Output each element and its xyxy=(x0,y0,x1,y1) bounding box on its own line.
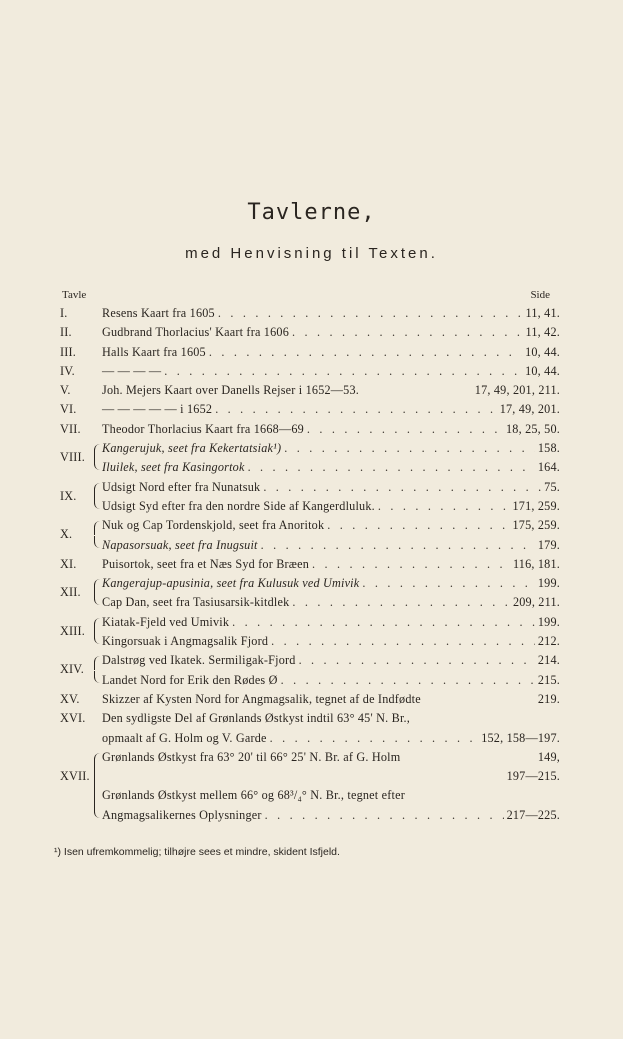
page-reference: 219. xyxy=(537,691,560,706)
plate-title: Cap Dan, seet fra Tasiusarsik-kitdlek xyxy=(102,595,290,610)
plate-title: Resens Kaart fra 1605 xyxy=(102,306,215,320)
plate-title: Joh. Mejers Kaart over Danells Rejser i 1652—53. xyxy=(102,383,360,398)
plate-number: XIV. xyxy=(60,662,84,677)
list-item xyxy=(60,497,560,516)
brace xyxy=(94,753,101,767)
brace xyxy=(94,536,101,548)
page-title: Tavlerne, xyxy=(247,200,376,225)
plate-number: III. xyxy=(60,344,77,359)
plate-title: Iluilek, seet fra Kasingortok xyxy=(102,460,245,475)
plate-number: VIII. xyxy=(60,450,86,465)
plate-title: Gudbrand Thorlacius' Kaart fra 1606 xyxy=(102,325,289,340)
column-header-tavle: Tavle xyxy=(62,289,87,301)
plate-number: I. xyxy=(60,306,68,320)
list-item xyxy=(60,536,560,555)
plate-title: — — — — — i 1652 xyxy=(102,402,213,417)
plate-title: Den sydligste Del af Grønlands Østkyst indtil 63° 45' N. Br., xyxy=(102,711,411,726)
plate-title: Theodor Thorlacius Kaart fra 1668—69 xyxy=(102,421,304,436)
plate-number: XIII. xyxy=(60,623,86,638)
plate-title: Nuk og Cap Tordenskjold, seet fra Anoritok xyxy=(102,518,325,533)
plate-number: X. xyxy=(60,527,73,542)
page-reference: 116, 181. xyxy=(512,556,560,571)
list-item xyxy=(60,478,560,503)
list-item xyxy=(60,593,560,612)
plate-title: Dalstrøg ved Ikatek. Sermiligak-Fjord xyxy=(102,653,296,668)
plate-title: Landet Nord for Erik den Rødes Ø xyxy=(102,672,278,687)
plate-title: Puisortok, seet fra et Næs Syd for Bræen xyxy=(102,556,310,571)
brace xyxy=(94,618,101,632)
page-reference: 10, 44. xyxy=(525,344,560,359)
page-reference: 10, 44. xyxy=(525,363,560,378)
footnote: ¹) Isen ufremkommelig; tilhøjre sees et mindre, skident Isfjeld. xyxy=(54,846,340,858)
brace xyxy=(94,786,101,805)
page-reference: 158. xyxy=(537,441,560,456)
brace xyxy=(94,458,101,470)
brace xyxy=(94,767,101,786)
plate-title: Grønlands Østkyst fra 63° 20' til 66° 25' N. Br. af G. Holm xyxy=(102,749,401,764)
plate-title: Skizzer af Kysten Nord for Angmagsalik, tegnet af de Indfødte xyxy=(102,691,421,706)
list-item xyxy=(60,671,560,690)
brace xyxy=(94,671,101,683)
list-item xyxy=(60,632,560,651)
plate-title: Udsigt Nord efter fra Nunatsuk xyxy=(102,479,261,494)
page-reference: 212. xyxy=(537,634,560,649)
page-reference: 197—215. xyxy=(506,769,560,784)
plate-number: IX. xyxy=(60,488,77,503)
plate-title: Napasorsuak, seet fra Inugsuit xyxy=(102,537,258,552)
list-item xyxy=(60,362,560,381)
brace xyxy=(94,483,101,497)
page-reference: 152, 158—197. xyxy=(481,730,560,745)
page-reference: 214. xyxy=(537,653,560,668)
page-reference: 217—225. xyxy=(506,807,560,822)
list-item xyxy=(60,343,560,362)
page-reference: 199. xyxy=(537,614,560,629)
page-reference: 179. xyxy=(537,537,560,552)
page-reference: 215. xyxy=(537,672,560,687)
page-reference: 11, 41. xyxy=(525,306,560,320)
page-reference: 18, 25, 50. xyxy=(506,421,560,436)
brace xyxy=(94,806,101,818)
list-item xyxy=(60,690,560,709)
plate-number: IV. xyxy=(60,363,75,378)
list-item xyxy=(60,555,560,574)
list-item xyxy=(60,323,560,342)
brace xyxy=(94,656,101,670)
list-item xyxy=(60,400,560,419)
page-reference: 75. xyxy=(544,479,560,494)
page-reference: 11, 42. xyxy=(525,325,560,340)
list-item xyxy=(60,729,560,748)
plate-number: XVII. xyxy=(60,769,90,784)
plate-number: VII. xyxy=(60,421,81,436)
plate-title: — — — — xyxy=(102,363,162,378)
brace xyxy=(94,497,101,509)
page-reference: 149, xyxy=(537,749,560,764)
list-item xyxy=(60,439,560,465)
list-item xyxy=(60,709,560,728)
brace xyxy=(94,444,101,458)
list-item xyxy=(60,574,560,600)
list-item xyxy=(60,516,560,542)
brace xyxy=(94,521,101,535)
page-reference: 164. xyxy=(537,460,560,475)
page-reference: 171, 259. xyxy=(512,498,560,513)
plate-number: XV. xyxy=(60,691,80,706)
list-item xyxy=(60,304,560,323)
page-subtitle: med Henvisning til Texten. xyxy=(185,245,438,262)
plate-number: II. xyxy=(60,325,72,340)
plate-number: XII. xyxy=(60,585,81,600)
plate-number: V. xyxy=(60,383,71,398)
plate-number: XI. xyxy=(60,556,77,571)
brace xyxy=(94,632,101,644)
list-item xyxy=(60,767,560,786)
plate-title: Angmagsalikernes Oplysninger xyxy=(102,807,262,822)
list-item xyxy=(60,613,560,638)
plate-title: Kangerajup-apusinia, seet fra Kulusuk ved Umivik xyxy=(102,576,360,591)
column-header-side: Side xyxy=(530,289,550,301)
brace xyxy=(94,593,101,605)
plate-title: Halls Kaart fra 1605 xyxy=(102,344,206,359)
list-item xyxy=(60,420,560,439)
list-item xyxy=(60,786,560,805)
page-reference: 209, 211. xyxy=(512,595,560,610)
page-reference: 17, 49, 201, 211. xyxy=(474,383,560,398)
page-reference: 17, 49, 201. xyxy=(499,402,560,417)
list-item xyxy=(60,748,560,767)
plate-title: Kangerujuk, seet fra Kekertatsiak¹) xyxy=(102,441,282,456)
plate-title: opmaalt af G. Holm og V. Garde xyxy=(102,730,267,745)
list-item xyxy=(60,381,560,400)
page-reference: 175, 259. xyxy=(512,518,560,533)
plate-title: Grønlands Østkyst mellem 66° og 68³/₄° N. Br., tegnet efter xyxy=(102,788,405,803)
plate-number: VI. xyxy=(60,402,77,417)
plate-number: XVI. xyxy=(60,711,86,726)
plate-title: Udsigt Syd efter fra den nordre Side af Kangerdluluk. xyxy=(102,498,375,513)
list-item xyxy=(60,806,560,825)
list-item xyxy=(60,651,560,677)
plates-list xyxy=(60,304,560,825)
brace xyxy=(94,579,101,593)
list-item xyxy=(60,458,560,477)
page-reference: 199. xyxy=(537,576,560,591)
plate-title: Kiatak-Fjeld ved Umivik xyxy=(102,614,230,629)
plate-title: Kingorsuak i Angmagsalik Fjord xyxy=(102,634,269,649)
